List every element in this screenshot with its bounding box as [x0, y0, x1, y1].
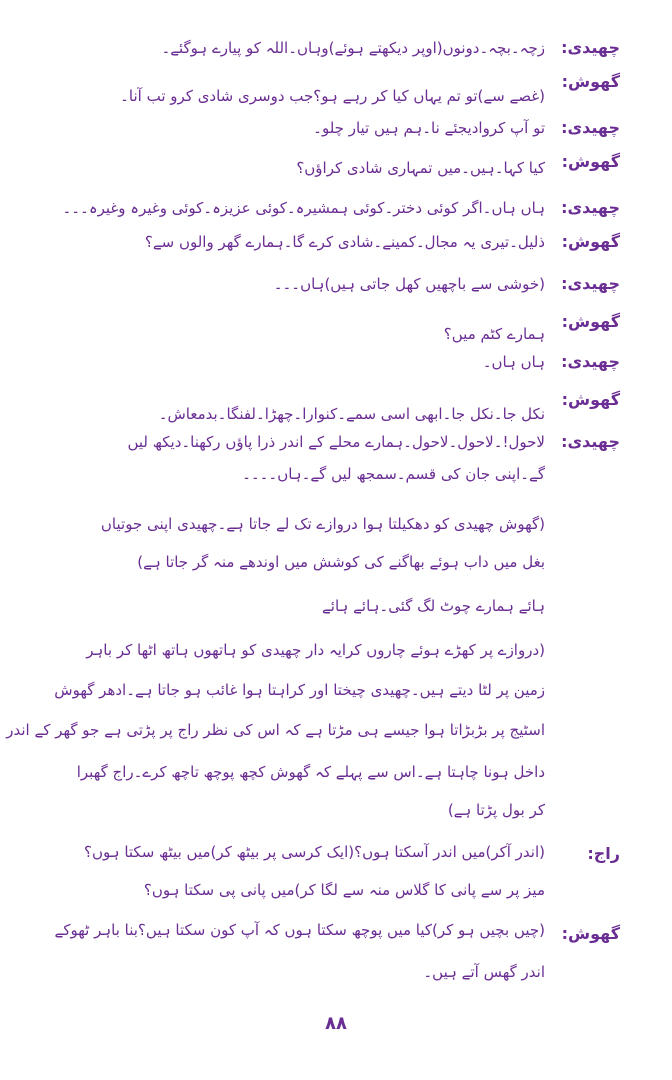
- dialogue-line: لاحول!۔لاحول۔لاحول۔ہمارے محلے کے اندر ذرا پاؤں رکھنا۔دیکھ لیں: [127, 433, 545, 451]
- speaker-label: چھیدی:: [561, 198, 620, 217]
- speaker-label: چھیدی:: [561, 432, 620, 451]
- speaker-label: گھوش:: [561, 312, 620, 331]
- speaker-label: گھوش:: [561, 390, 620, 409]
- speaker-label: گھوش:: [561, 72, 620, 91]
- speaker-label: چھیدی:: [561, 118, 620, 137]
- dialogue-line: گے۔اپنی جان کی قسم۔سمجھ لیں گے۔ہاں۔۔۔۔: [242, 465, 545, 483]
- speaker-label: راج:: [587, 844, 620, 863]
- dialogue-line: (اندر آکر)میں اندر آسکتا ہوں؟(ایک کرسی پر بیٹھ کر)میں بیٹھ سکتا ہوں؟: [84, 843, 545, 861]
- speaker-label: چھیدی:: [561, 352, 620, 371]
- dialogue-line: ہمارے کٹم میں؟: [443, 325, 545, 343]
- speaker-label: گھوش:: [561, 232, 620, 251]
- stage-direction-line: بغل میں داب ہوئے بھاگنے کی کوشش میں اوندھے منہ گر جاتا ہے): [137, 553, 545, 571]
- dialogue-line: ہاں ہاں۔اگر کوئی دختر۔کوئی ہمشیرہ۔کوئی عزیزہ۔کوئی وغیرہ وغیرہ۔۔۔: [62, 199, 545, 217]
- dialogue-line: میز پر سے پانی کا گلاس منہ سے لگا کر)میں پانی پی سکتا ہوں؟: [143, 881, 545, 899]
- stage-direction-line: داخل ہونا چاہتا ہے۔اس سے پہلے کہ گھوش کچھ پوچھ تاچھ کرے۔راج گھبرا: [76, 763, 545, 781]
- speaker-label: گھوش:: [561, 152, 620, 171]
- page-number: ۸۸: [325, 1013, 347, 1034]
- stage-direction-line: اسٹیج پر بڑبڑاتا ہوا جیسے ہی مڑتا ہے کہ اس کی نظر راج پر پڑتی ہے جو گھر کے اندر: [6, 721, 545, 739]
- dialogue-line: ہاں ہاں۔: [482, 353, 545, 371]
- dialogue-line: (غصے سے)تو تم یہاں کیا کر رہے ہو؟جب دوسری شادی کرو تب آنا۔: [120, 87, 545, 105]
- dialogue-line: ذلیل۔تیری یہ مجال۔کمینے۔شادی کرے گا۔ہمارے گھر والوں سے؟: [144, 233, 545, 251]
- dialogue-line: اندر گھس آتے ہیں۔: [423, 963, 545, 981]
- stage-direction-line: زمین پر لٹا دیتے ہیں۔چھیدی چیختا اور کراہتا ہوا غائب ہو جاتا ہے۔ادھر گھوش: [54, 681, 545, 699]
- dialogue-line: (چیں بچیں ہو کر)کیا میں پوچھ سکتا ہوں کہ آپ کون سکتا ہیں؟بنا باہر ٹھوکے: [54, 921, 545, 939]
- dialogue-line: نکل جا۔نکل جا۔ابھی اسی سمے۔کنوارا۔چھڑا۔لفنگا۔بدمعاش۔: [158, 405, 545, 423]
- speaker-label: گھوش:: [561, 924, 620, 943]
- dialogue-line: زچہ۔بچہ۔دونوں(اوپر دیکھتے ہوئے)وہاں۔اللہ کو پیارے ہوگئے۔: [161, 39, 545, 57]
- stage-direction-line: (دروازے پر کھڑے ہوئے چاروں کرایہ دار چھیدی کو ہاتھوں ہاتھ اٹھا کر باہر: [86, 641, 545, 659]
- speaker-label: چھیدی:: [561, 274, 620, 293]
- speaker-label: چھیدی:: [561, 38, 620, 57]
- dialogue-line: (خوشی سے باچھیں کھل جاتی ہیں)ہاں۔۔۔: [273, 275, 545, 293]
- stage-direction-line: ہائے ہمارے چوٹ لگ گئی۔ہائے ہائے: [322, 597, 545, 615]
- dialogue-line: کیا کہا۔ہیں۔میں تمہاری شادی کراؤں؟: [296, 159, 545, 177]
- stage-direction-line: کر بول پڑتا ہے): [447, 801, 545, 819]
- stage-direction-line: (گھوش چھیدی کو دھکیلتا ہوا دروازے تک لے جاتا ہے۔چھیدی اپنی جوتیاں: [100, 515, 545, 533]
- dialogue-line: تو آپ کروادیجئے نا۔ہم ہیں تیار چلو۔: [313, 119, 545, 137]
